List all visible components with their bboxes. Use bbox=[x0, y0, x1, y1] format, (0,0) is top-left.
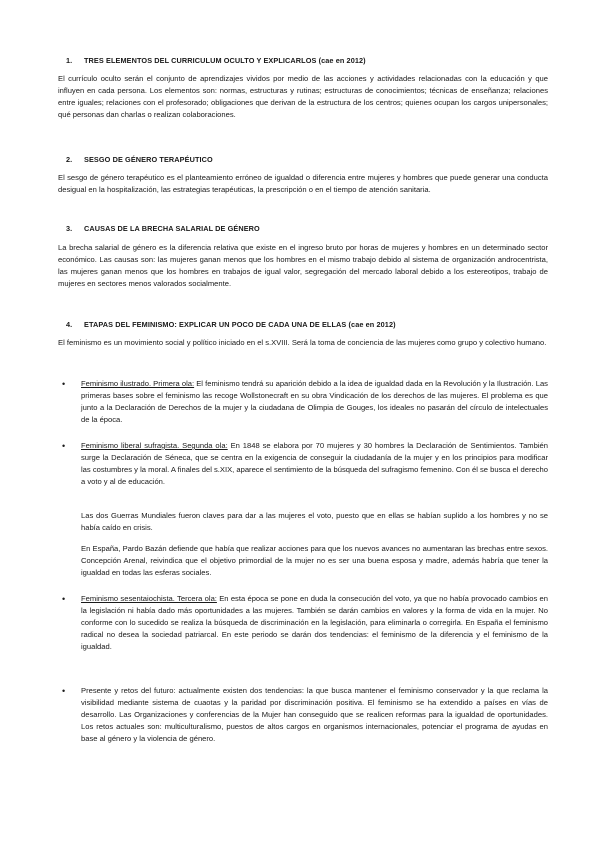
section-paragraph: El sesgo de género terapéutico es el planteamiento erróneo de igualdad o diferencia entre mujeres y hombres que puede generar una conducta desigual en la hospitalización, las estrategias terapéuticas, la prescripción o en el tiempo de atención sanitaria. bbox=[58, 173, 548, 195]
section-paragraph: El feminismo es un movimiento social y político iniciado en el s.XVIII. Será la toma de conciencia de las mujeres como grupo y colectivo humano. bbox=[58, 338, 547, 347]
section-number: 4. bbox=[66, 320, 73, 329]
bullet-extra-paragraph: En España, Pardo Bazán defiende que había que realizar acciones para que los nuevos avances no aumentaran las brechas entre sexos. Concepción Arenal, reivindica que el objetivo primordial de la mujer no es ser una buena esposa y madre, además habría que tener la igualdad en todas las esferas sociales. bbox=[81, 544, 548, 578]
section-number: 2. bbox=[66, 155, 73, 164]
bullet-dot: • bbox=[62, 379, 66, 389]
section-heading bbox=[66, 56, 366, 65]
bullet-text: En 1848 se elabora por 70 mujeres y 30 hombres la Declaración de Sentimientos. También surge la Declaración de Séneca, que se centra en la exigencia de conseguir la ciudadanía de la mujer y en los principios para modificar las costumbres y la moral. A finales del s.XIX, aparece el sentimiento de la búsqueda del sufragismo femenino. Con él se busca el derecho a voto y al de educación. bbox=[81, 441, 548, 487]
section-title: TRES ELEMENTOS DEL CURRICULUM OCULTO Y EXPLICARLOS (cae en 2012) bbox=[84, 56, 366, 65]
bullet-extra-paragraph: Las dos Guerras Mundiales fueron claves para dar a las mujeres el voto, puesto que en ellas se habían suplido a los hombres y no se había caído en crisis. bbox=[81, 511, 548, 533]
bullet-dot: • bbox=[62, 686, 66, 696]
section-paragraph: La brecha salarial de género es la diferencia relativa que existe en el ingreso bruto por horas de mujeres y hombres en un determinado sector económico. Las causas son: las mujeres ganan menos que los hombres en el mismo trabajo debido al sistema de organización androcentrista, las mujeres ganan menos que los hombres en trabajos de igual valor, segregación del mercado laboral debido a los estereotipos, trabajo de mujeres en sectores menos valorados socialmente. bbox=[58, 243, 548, 289]
section-title: CAUSAS DE LA BRECHA SALARIAL DE GÉNERO bbox=[84, 224, 260, 233]
section-paragraph: El currículo oculto serán el conjunto de aprendizajes vividos por medio de las acciones y actividades relacionadas con la educación y que influyen en cada persona. Los elementos son: normas, estructuras y rutinas; estructuras de conocimientos; técnicas de enseñanza; relaciones entre iguales; relaciones con el profesorado; obligaciones que derivan de la estructura de los centros; quienes ocupan los cargos unipersonales; qué personas dan charlas o realizan colaboraciones. bbox=[58, 74, 548, 120]
bullet-item bbox=[81, 685, 548, 745]
bullet-dot: • bbox=[62, 441, 66, 451]
bullet-item bbox=[81, 378, 548, 426]
bullet-item bbox=[81, 440, 548, 488]
bullet-dot: • bbox=[62, 594, 66, 604]
bullet-text: Presente y retos del futuro: actualmente existen dos tendencias: la que busca mantener el feminismo conservador y la que reclama la visibilidad mediante sistema de cuaotas y la paridad por discriminación positiva. El feminismo se ha extendido a países en vías de desarrollo. Las Organizaciones y conferencias de la Mujer han conseguido que se realicen reformas para la igualdad de oportunidades. Los retos actuales son: multiculturalismo, puestos de altos cargos en organismos internacionales, potenciar el programa de ayudas en base al género y la violencia de género. bbox=[81, 686, 548, 744]
section-title: ETAPAS DEL FEMINISMO: EXPLICAR UN POCO DE CADA UNA DE ELLAS (cae en 2012) bbox=[84, 320, 396, 329]
section-heading bbox=[66, 320, 396, 329]
bullet-text: En esta época se pone en duda la consecución del voto, ya que no había provocado cambios en la legislación ni había dado más oportunidades a las mujeres. También se darán cambios en valores y la forma de vida en la mujer. No conforme con lo sucedido se realiza la búsqueda de discriminación en la legislación, para eliminarla o corregirla. En España el feminismo radical no desea la sociedad patriarcal. En este periodo se darán dos tendencias: el feminismo de la diferencia y el feminismo de la igualdad. bbox=[81, 594, 548, 652]
bullet-title: Feminismo liberal sufragista. Segunda ola: bbox=[81, 441, 228, 450]
section-number: 1. bbox=[66, 56, 73, 65]
section-number: 3. bbox=[66, 224, 73, 233]
bullet-text: El feminismo tendrá su aparición debido a la idea de igualdad dada en la Revolución y la Ilustración. Las primeras bases sobre el feminismo las recoge Wollstonecraft en su obra Vindicación de los derechos de las mujeres. El problema es que junto a la Declaración de Derechos de la mujer y la ciudadana de Olimpia de Gouges, los ideales no pasarán del círculo de intelectuales de la época. bbox=[81, 379, 548, 425]
bullet-item bbox=[81, 593, 548, 653]
section-title: SESGO DE GÉNERO TERAPÉUTICO bbox=[84, 155, 213, 164]
section-heading bbox=[66, 224, 260, 233]
bullet-title: Feminismo sesentaiochista. Tercera ola: bbox=[81, 594, 217, 603]
section-heading bbox=[66, 155, 213, 164]
bullet-title: Feminismo ilustrado. Primera ola: bbox=[81, 379, 195, 388]
